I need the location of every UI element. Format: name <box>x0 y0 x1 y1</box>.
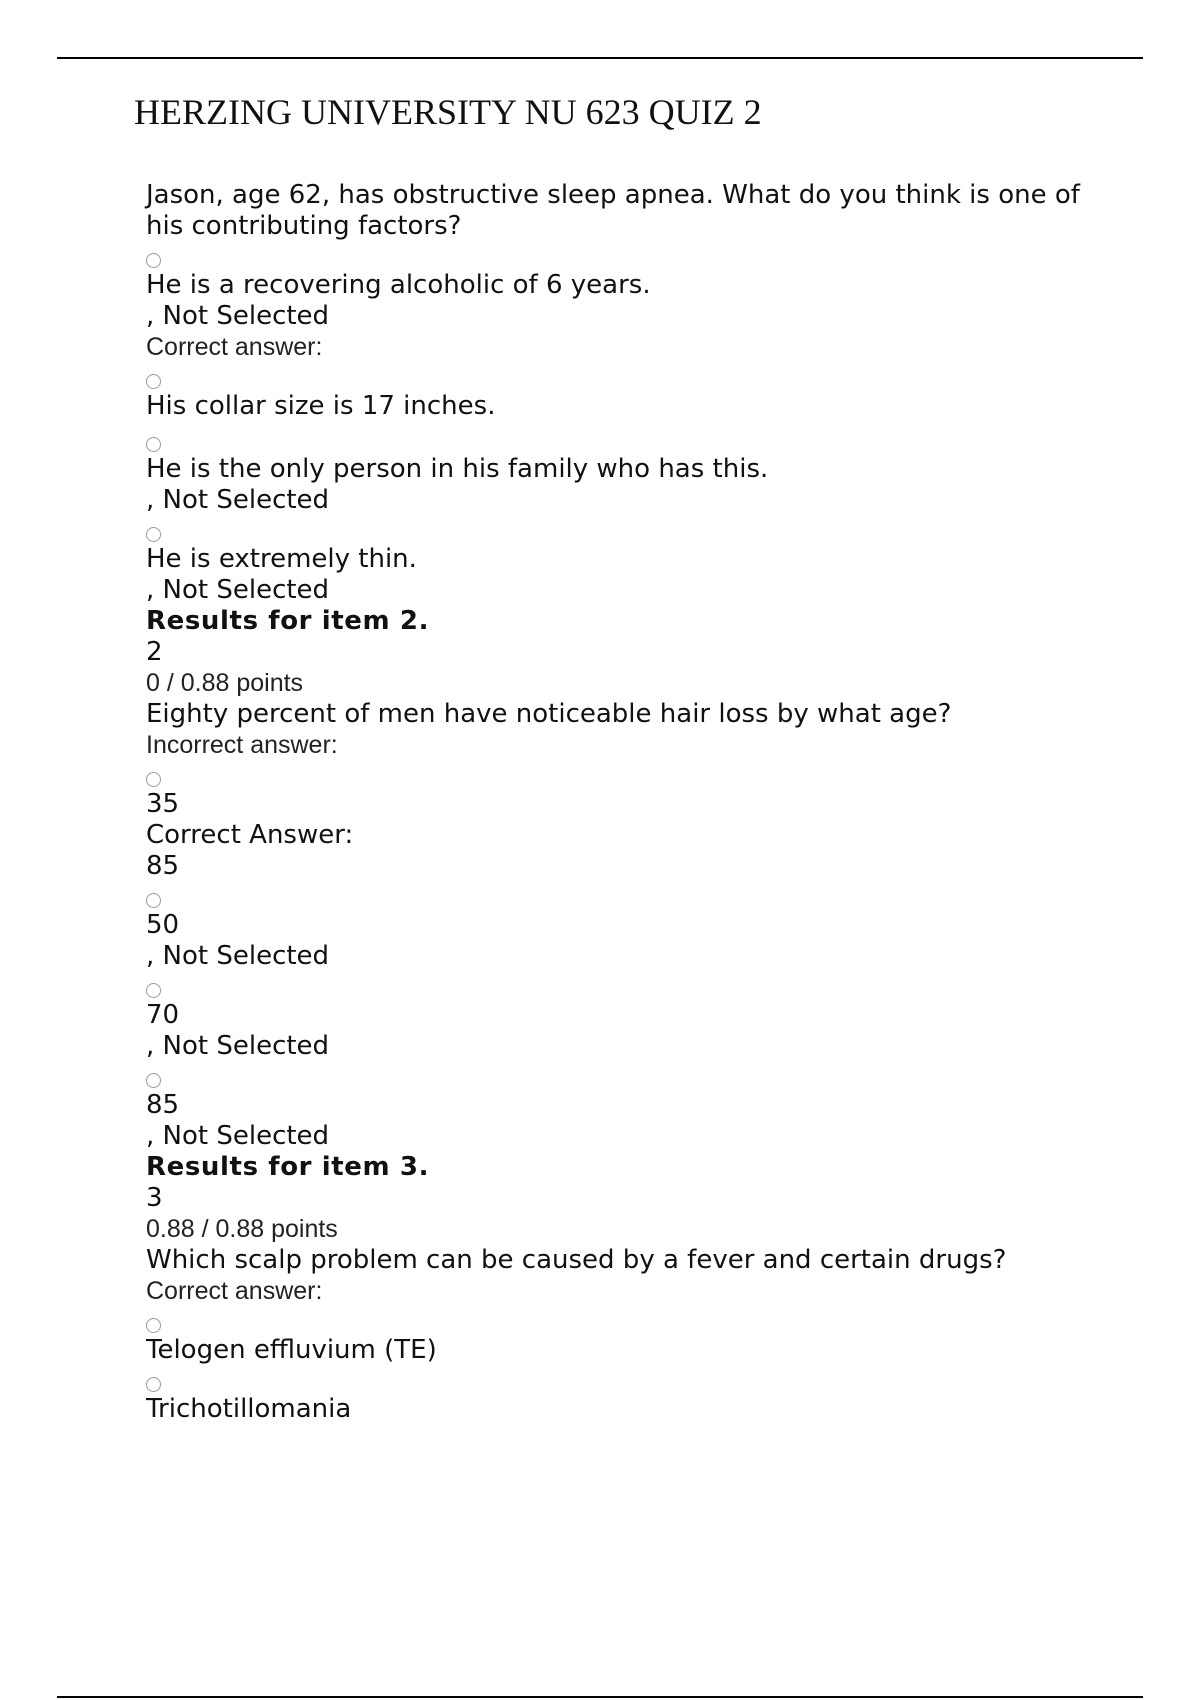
radio-icon[interactable] <box>146 893 161 908</box>
radio-icon[interactable] <box>146 1377 161 1392</box>
option-text: 50 <box>146 910 180 940</box>
correct-answer-value: 85 <box>146 851 180 881</box>
bottom-rule <box>57 1696 1143 1698</box>
option-text: 35 <box>146 789 180 819</box>
option-radio[interactable] <box>146 1307 1096 1335</box>
option-radio[interactable] <box>146 242 1096 270</box>
radio-icon[interactable] <box>146 1073 161 1088</box>
option-text: His collar size is 17 inches. <box>146 391 496 421</box>
option-text: 85 <box>146 1090 180 1120</box>
option-radio[interactable] <box>146 972 1096 1000</box>
results-heading: Results for item 2. <box>146 606 430 636</box>
option-radio[interactable] <box>146 1366 1096 1394</box>
option-text: 70 <box>146 1000 180 1030</box>
option-text: Telogen effluvium (TE) <box>146 1335 437 1365</box>
radio-icon[interactable] <box>146 437 161 452</box>
top-rule <box>57 57 1143 59</box>
option-radio[interactable] <box>146 426 1096 454</box>
option-status: , Not Selected <box>146 1121 330 1151</box>
item-number: 2 <box>146 637 163 667</box>
option-radio[interactable] <box>146 1062 1096 1090</box>
radio-icon[interactable] <box>146 527 161 542</box>
option-text: He is a recovering alcoholic of 6 years. <box>146 270 651 300</box>
option-status: , Not Selected <box>146 301 330 331</box>
correct-answer-label: Correct answer: <box>146 333 323 361</box>
option-radio[interactable] <box>146 516 1096 544</box>
points-score: 0.88 / 0.88 points <box>146 1215 338 1243</box>
quiz-content <box>146 180 1096 1425</box>
option-radio[interactable] <box>146 882 1096 910</box>
option-radio[interactable] <box>146 761 1096 789</box>
radio-icon[interactable] <box>146 253 161 268</box>
option-status: , Not Selected <box>146 941 330 971</box>
radio-icon[interactable] <box>146 983 161 998</box>
option-text: Trichotillomania <box>146 1394 352 1424</box>
option-status: , Not Selected <box>146 1031 330 1061</box>
item-number: 3 <box>146 1183 163 1213</box>
document-title: HERZING UNIVERSITY NU 623 QUIZ 2 <box>134 92 762 132</box>
option-status: , Not Selected <box>146 485 330 515</box>
question-3-text: Which scalp problem can be caused by a fever and certain drugs? <box>146 1245 1007 1275</box>
option-status: , Not Selected <box>146 575 330 605</box>
question-1-text: Jason, age 62, has obstructive sleep apnea. What do you think is one of his contributing factors? <box>146 180 1080 241</box>
question-2-text: Eighty percent of men have noticeable hair loss by what age? <box>146 699 952 729</box>
correct-answer-label: Correct answer: <box>146 1277 323 1305</box>
option-text: He is extremely thin. <box>146 544 417 574</box>
points-score: 0 / 0.88 points <box>146 669 304 697</box>
radio-icon[interactable] <box>146 772 161 787</box>
option-radio[interactable] <box>146 363 1096 391</box>
radio-icon[interactable] <box>146 374 161 389</box>
radio-icon[interactable] <box>146 1318 161 1333</box>
correct-answer-label: Correct Answer: <box>146 820 354 850</box>
option-text: He is the only person in his family who has this. <box>146 454 769 484</box>
incorrect-answer-label: Incorrect answer: <box>146 731 338 759</box>
results-heading: Results for item 3. <box>146 1152 430 1182</box>
